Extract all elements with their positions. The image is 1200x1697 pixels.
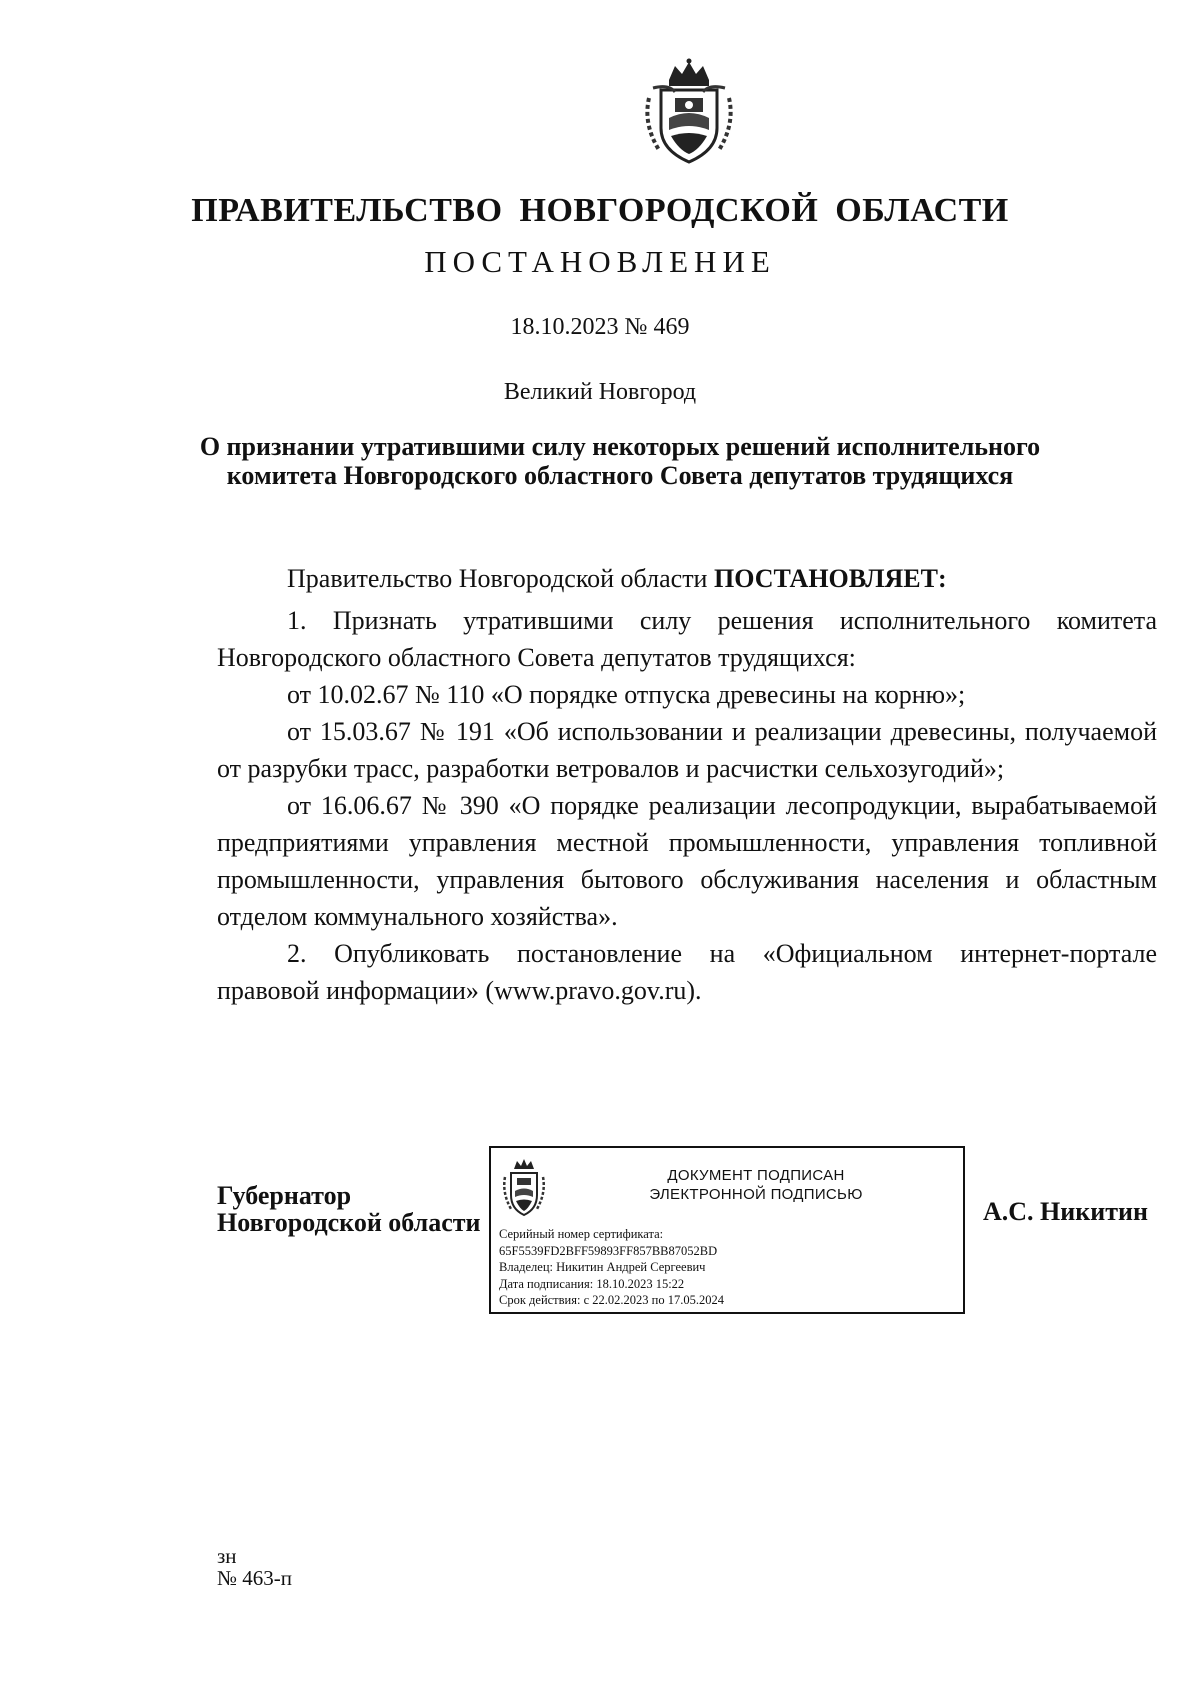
- decree-intro-text: Правительство Новгородской области: [287, 564, 714, 593]
- document-city: Великий Новгород: [503, 379, 697, 405]
- certificate-number: 65F5539FD2BFF59893FF857BB87052BD: [499, 1243, 718, 1258]
- signer-position: [217, 1182, 481, 1236]
- decree-word: ПОСТАНОВЛЯЕТ:: [713, 564, 947, 593]
- paragraph-decision-390: от 16.06.67 № 390 «О порядке реализации лесопродукции, вырабатываемой предприятиями управления местной промышленности, управления топливной промышленности, управления бытового обслуживания населения и областным отделом коммунального хозяйства».: [217, 791, 1157, 931]
- stamp-coat-of-arms-icon: [501, 1157, 547, 1219]
- coat-of-arms-icon: [639, 58, 739, 166]
- signer-position-line-1: Губернатор: [217, 1181, 352, 1210]
- government-name: ПРАВИТЕЛЬСТВО НОВГОРОДСКОЙ ОБЛАСТИ: [191, 192, 1009, 229]
- footer-registration: [217, 1545, 292, 1589]
- signing-date: Дата подписания: 18.10.2023 15:22: [499, 1276, 685, 1291]
- stamp-heading-line-2: ЭЛЕКТРОННОЙ ПОДПИСЬЮ: [649, 1186, 863, 1203]
- document-body: [217, 560, 1157, 1009]
- electronic-signature-stamp: [489, 1146, 965, 1314]
- executor-initials: зн: [217, 1544, 237, 1568]
- stamp-heading-line-1: ДОКУМЕНТ ПОДПИСАН: [667, 1167, 845, 1184]
- subject-line-1: О признании утратившими силу некоторых решений исполнительного: [199, 432, 1041, 461]
- stamp-details: [499, 1226, 724, 1309]
- decree-intro: [217, 560, 1157, 597]
- subject-line-2: комитета Новгородского областного Совета депутатов трудящихся: [226, 461, 1014, 490]
- stamp-heading: [561, 1166, 951, 1204]
- document-date-number: 18.10.2023 № 469: [510, 314, 690, 340]
- document-subject: [150, 432, 1090, 490]
- signer-position-line-2: Новгородской области: [217, 1208, 481, 1237]
- registration-number: № 463-п: [217, 1566, 293, 1590]
- paragraph-2: 2. Опубликовать постановление на «Официальном интернет-портале правовой информации» (www.pravo.gov.ru).: [217, 939, 1157, 1005]
- paragraph-decision-191: от 15.03.67 № 191 «Об использовании и реализации древесины, получаемой от разрубки трасс, разработки ветровалов и расчистки сельхозугодий»;: [217, 717, 1157, 783]
- certificate-validity: Срок действия: с 22.02.2023 по 17.05.2024: [499, 1293, 724, 1307]
- signer-name: А.С. Никитин: [983, 1197, 1148, 1226]
- paragraph-decision-110: от 10.02.67 № 110 «О порядке отпуска древесины на корню»;: [287, 680, 966, 709]
- document-type: ПОСТАНОВЛЕНИЕ: [424, 244, 776, 279]
- certificate-label: Серийный номер сертификата:: [499, 1227, 664, 1241]
- certificate-owner: Владелец: Никитин Андрей Сергеевич: [499, 1260, 706, 1274]
- paragraph-1: 1. Признать утратившими силу решения исполнительного комитета Новгородского областного Совета депутатов трудящихся:: [217, 606, 1157, 672]
